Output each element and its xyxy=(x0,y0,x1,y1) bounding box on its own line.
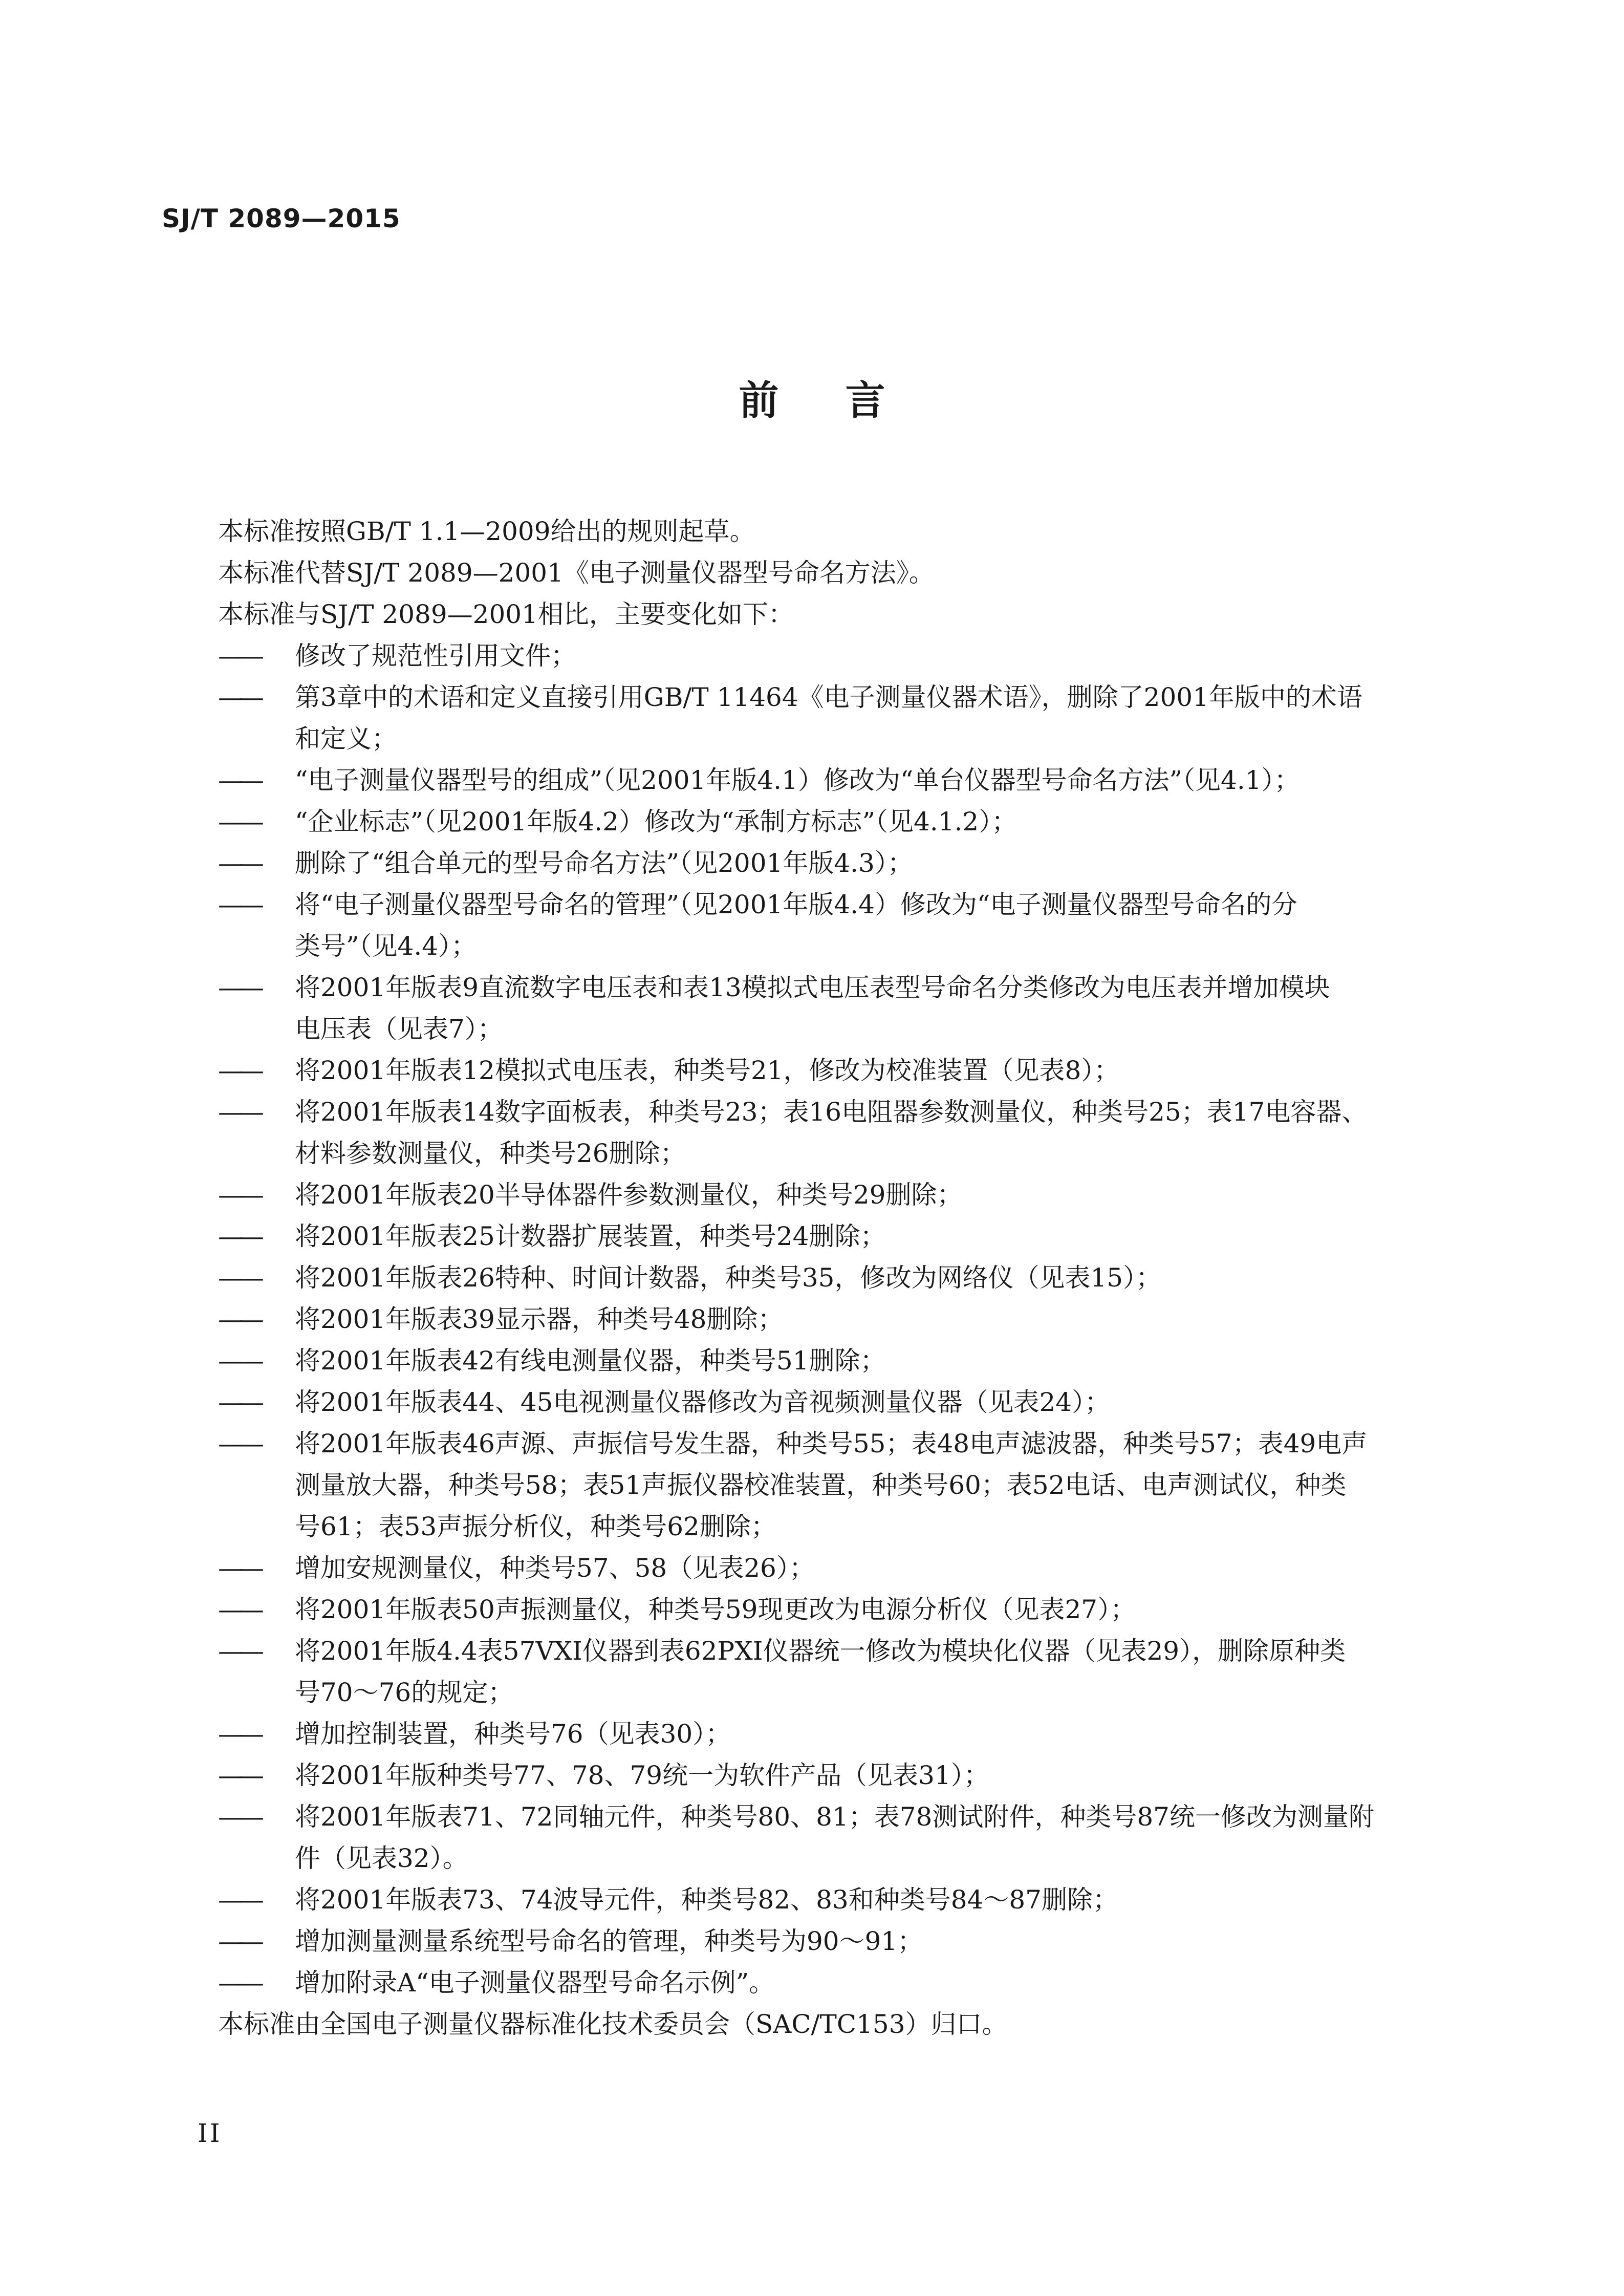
change-item xyxy=(218,677,1445,760)
dash-marker: —— xyxy=(218,765,259,795)
change-item xyxy=(218,1299,1445,1340)
change-item xyxy=(218,1962,1445,2004)
change-item xyxy=(218,1257,1445,1299)
change-item-text: “企业标志”（见2001年版4.2）修改为“承制方标志”（见4.1.2）； xyxy=(295,807,1017,836)
change-item-text: 修改了规范性引用文件； xyxy=(295,641,576,671)
change-item-text: 将2001年版表73、74波导元件，种类号82、83和种类号84～87删除； xyxy=(295,1885,1118,1915)
change-item-text: 将2001年版种类号77、78、79统一为软件产品（见表31）； xyxy=(295,1761,989,1790)
dash-marker: —— xyxy=(218,807,259,836)
change-item-text: 将2001年版表9直流数字电压表和表13模拟式电压表型号命名分类修改为电压表并增加模块 电压表（见表7）； xyxy=(295,973,1330,1044)
change-item-text: 增加安规测量仪，种类号57、58（见表26）； xyxy=(295,1553,815,1583)
changes-list xyxy=(218,635,1445,2004)
dash-marker: —— xyxy=(218,1263,259,1293)
change-item-text: 第3章中的术语和定义直接引用GB/T 11464《电子测量仪器术语》，删除了2001年版中的术语 和定义； xyxy=(295,682,1362,754)
change-item xyxy=(218,1879,1445,1921)
dash-marker: —— xyxy=(218,1304,259,1334)
change-item xyxy=(218,801,1445,843)
closing-paragraph: 本标准由全国电子测量仪器标准化技术委员会（SAC/TC153）归口。 xyxy=(218,2009,1008,2039)
dash-marker: —— xyxy=(218,1387,259,1417)
dash-marker: —— xyxy=(218,1595,259,1624)
change-item xyxy=(218,1050,1445,1091)
dash-marker: —— xyxy=(218,1926,259,1956)
change-item-text: 将2001年版表20半导体器件参数测量仪，种类号29删除； xyxy=(295,1180,963,1210)
dash-marker: —— xyxy=(218,1056,259,1085)
change-item xyxy=(218,884,1445,967)
dash-marker: —— xyxy=(218,1180,259,1210)
change-item xyxy=(218,1796,1445,1879)
dash-marker: —— xyxy=(218,848,259,878)
change-item xyxy=(218,967,1445,1050)
document-code: SJ/T 2089—2015 xyxy=(162,204,401,233)
change-item-text: 将2001年版表42有线电测量仪器，种类号51删除； xyxy=(295,1346,886,1376)
change-item-text: 删除了“组合单元的型号命名方法”（见2001年版4.3）； xyxy=(295,848,913,878)
change-item xyxy=(218,1713,1445,1755)
change-item xyxy=(218,1091,1445,1174)
dash-marker: —— xyxy=(218,641,259,671)
change-item-text: 将2001年版表50声振测量仪，种类号59现更改为电源分析仪（见表27）； xyxy=(295,1595,1136,1624)
change-item xyxy=(218,1340,1445,1382)
change-item-text: 将2001年版表44、45电视测量仪器修改为音视频测量仪器（见表24）； xyxy=(295,1387,1111,1417)
change-item xyxy=(218,1630,1445,1713)
change-item xyxy=(218,1423,1445,1548)
change-item xyxy=(218,635,1445,677)
change-item xyxy=(218,1755,1445,1796)
change-item-text: 将2001年版表46声源、声振信号发生器，种类号55；表48电声滤波器，种类号57；表49电声 测量放大器，种类号58；表51声振仪器校准装置，种类号60；表52电话、电声测试仪，种类 号61；表53声振分析仪，种类号62删除； xyxy=(295,1429,1368,1541)
change-item-text: 将2001年版表26特种、时间计数器，种类号35，修改为网络仪（见表15）； xyxy=(295,1263,1162,1293)
change-item xyxy=(218,1921,1445,1962)
intro-paragraph: 本标准代替SJ/T 2089—2001《电子测量仪器型号命名方法》。 xyxy=(218,558,935,588)
dash-marker: —— xyxy=(218,890,259,919)
change-item-text: “电子测量仪器型号的组成”（见2001年版4.1）修改为“单台仪器型号命名方法”（见4.1）； xyxy=(295,765,1300,795)
change-item-text: 增加附录A“电子测量仪器型号命名示例”。 xyxy=(295,1968,775,1998)
dash-marker: —— xyxy=(218,1885,259,1915)
dash-marker: —— xyxy=(218,1719,259,1749)
dash-marker: —— xyxy=(218,1761,259,1790)
dash-marker: —— xyxy=(218,1553,259,1583)
change-item xyxy=(218,1589,1445,1630)
page-number: II xyxy=(198,2118,222,2148)
change-item xyxy=(218,1382,1445,1423)
page-title: 前言 xyxy=(739,378,952,424)
dash-marker: —— xyxy=(218,1429,259,1458)
change-item-text: 将“电子测量仪器型号命名的管理”（见2001年版4.4）修改为“电子测量仪器型号命名的分 类号”（见4.4）； xyxy=(295,890,1297,961)
dash-marker: —— xyxy=(218,1346,259,1376)
change-item-text: 增加控制装置，种类号76（见表30）； xyxy=(295,1719,731,1749)
change-item xyxy=(218,1216,1445,1257)
dash-marker: —— xyxy=(218,682,259,712)
dash-marker: —— xyxy=(218,1097,259,1127)
intro-paragraph: 本标准与SJ/T 2089—2001相比，主要变化如下： xyxy=(218,599,794,629)
change-item xyxy=(218,1174,1445,1216)
change-item-text: 将2001年版表14数字面板表，种类号23；表16电阻器参数测量仪，种类号25；表17电容器、 材料参数测量仪，种类号26删除； xyxy=(295,1097,1368,1168)
dash-marker: —— xyxy=(218,1221,259,1251)
dash-marker: —— xyxy=(218,1968,259,1998)
foreword-body xyxy=(218,511,1445,2045)
change-item xyxy=(218,760,1445,801)
dash-marker: —— xyxy=(218,1802,259,1832)
change-item-text: 将2001年版4.4表57VXI仪器到表62PXI仪器统一修改为模块化仪器（见表29），删除原种类 号70～76的规定； xyxy=(295,1636,1346,1707)
change-item xyxy=(218,1548,1445,1589)
change-item-text: 将2001年版表71、72同轴元件，种类号80、81；表78测试附件，种类号87统一修改为测量附 件（见表32）。 xyxy=(295,1802,1374,1873)
dash-marker: —— xyxy=(218,1636,259,1666)
intro-paragraph: 本标准按照GB/T 1.1—2009给出的规则起草。 xyxy=(218,517,755,546)
change-item-text: 将2001年版表39显示器，种类号48删除； xyxy=(295,1304,784,1334)
dash-marker: —— xyxy=(218,973,259,1002)
change-item-text: 将2001年版表25计数器扩展装置，种类号24删除； xyxy=(295,1221,886,1251)
change-item-text: 将2001年版表12模拟式电压表，种类号21，修改为校准装置（见表8）； xyxy=(295,1056,1120,1085)
change-item-text: 增加测量测量系统型号命名的管理，种类号为90～91； xyxy=(295,1926,923,1956)
change-item xyxy=(218,843,1445,884)
